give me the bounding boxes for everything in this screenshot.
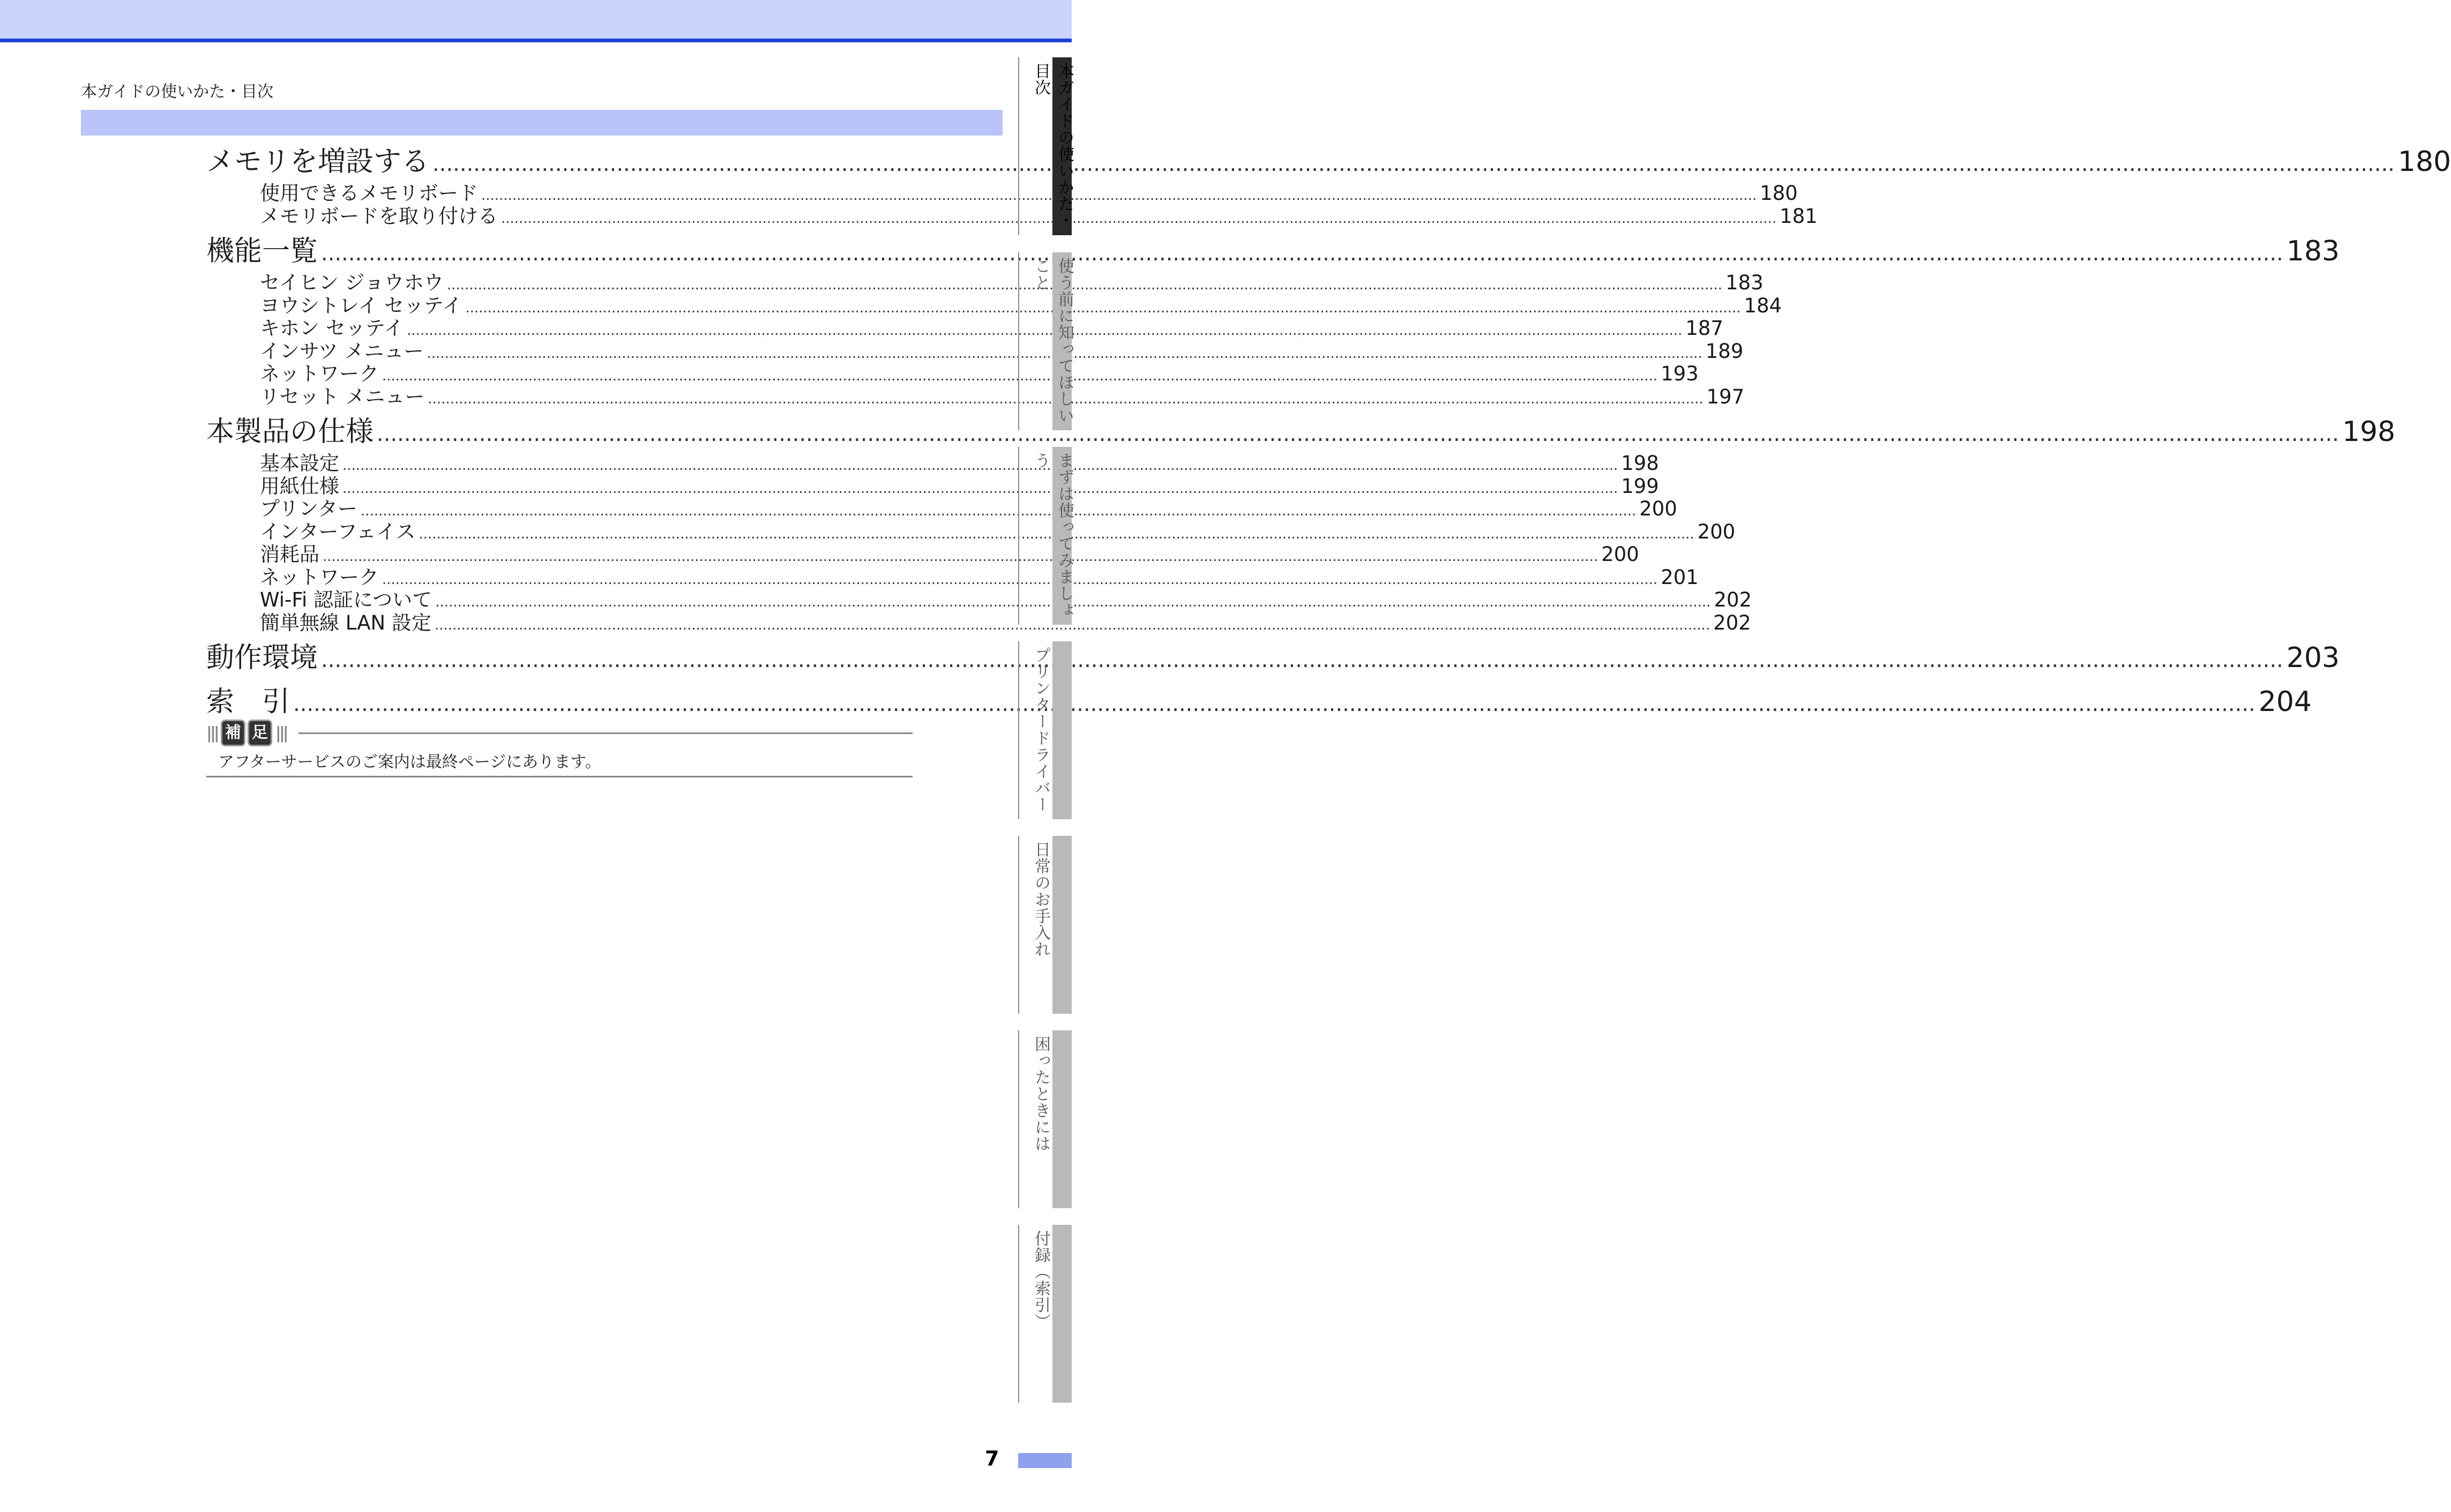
chapter-tab-label: 困ったときには bbox=[1032, 1036, 1050, 1152]
toc-chapter-entry[interactable] bbox=[206, 411, 2396, 452]
toc-section-entry[interactable] bbox=[206, 204, 1818, 228]
toc-section-entry[interactable] bbox=[206, 497, 1677, 521]
toc-entry-title: インターフェイス bbox=[260, 520, 416, 543]
toc-page-number: 184 bbox=[1744, 294, 1782, 317]
note-badge-char: 補 bbox=[221, 720, 245, 746]
chapter-tab[interactable] bbox=[1018, 1225, 1072, 1403]
chapter-tab[interactable] bbox=[1018, 641, 1072, 819]
toc-page-number: 203 bbox=[2286, 642, 2340, 674]
chapter-tab-label: 日常のお手入れ bbox=[1032, 841, 1050, 957]
note-wave-left-icon: ||| bbox=[206, 723, 218, 743]
toc-entry-title: ヨウシトレイ セッテイ bbox=[260, 294, 462, 317]
toc-entry-title: 機能一覧 bbox=[206, 235, 318, 267]
toc-page-number: 200 bbox=[1697, 520, 1736, 543]
chapter-tab-edge bbox=[1052, 1225, 1072, 1403]
toc-section-entry[interactable] bbox=[206, 588, 1752, 612]
chapter-tab[interactable] bbox=[1018, 1030, 1072, 1208]
toc-page-number: 187 bbox=[1685, 317, 1724, 340]
toc-entry-title: 消耗品 bbox=[260, 543, 319, 566]
page-number-bar bbox=[1018, 1453, 1072, 1468]
chapter-tab-label: 使う前に知ってほしいこと bbox=[1032, 258, 1074, 424]
note-text: アフターサービスのご案内は最終ページにあります。 bbox=[218, 753, 601, 772]
toc-entry-title: 本製品の仕様 bbox=[206, 416, 374, 448]
toc-entry-title: メモリボードを取り付ける bbox=[260, 204, 498, 228]
toc-leader-dots bbox=[481, 184, 1757, 207]
toc-section-entry[interactable] bbox=[206, 474, 1659, 498]
chapter-tab-edge bbox=[1052, 641, 1072, 819]
toc-page-number: 181 bbox=[1780, 204, 1818, 228]
chapter-tab[interactable] bbox=[1018, 836, 1072, 1014]
chapter-tab-label: プリンタードライバー bbox=[1032, 647, 1050, 813]
toc-section-entry[interactable] bbox=[206, 182, 1798, 205]
chapter-tab-edge bbox=[1052, 1030, 1072, 1208]
breadcrumb: 本ガイドの使いかた・目次 bbox=[81, 83, 274, 101]
toc-entry-title: メモリを増設する bbox=[206, 146, 430, 178]
chapter-tab-label: 本ガイドの使いかた・目次 bbox=[1032, 63, 1074, 229]
toc-section-entry[interactable] bbox=[206, 271, 1763, 295]
chapter-tab-label: 付録（索引） bbox=[1032, 1230, 1050, 1330]
toc-chapter-entry[interactable] bbox=[206, 141, 2451, 182]
toc-entry-title: 簡単無線 LAN 設定 bbox=[260, 611, 431, 634]
toc-page-number: 200 bbox=[1601, 543, 1639, 566]
toc-page-number: 180 bbox=[2397, 146, 2451, 178]
note-header bbox=[206, 717, 913, 749]
toc-section-entry[interactable] bbox=[206, 339, 1744, 363]
supplement-note bbox=[206, 717, 913, 777]
toc-page-number: 202 bbox=[1714, 588, 1752, 611]
toc-page-number: 204 bbox=[2258, 686, 2312, 718]
toc-entry-title: 使用できるメモリボード bbox=[260, 182, 478, 205]
toc-entry-title: リセット メニュー bbox=[260, 385, 425, 408]
toc-page-number: 201 bbox=[1661, 565, 1699, 589]
toc-entry-title: インサツ メニュー bbox=[260, 339, 424, 363]
toc-page-number: 183 bbox=[1725, 271, 1763, 294]
toc-entry-title: Wi-Fi 認証について bbox=[260, 588, 432, 611]
toc-section-entry[interactable] bbox=[206, 452, 1659, 475]
toc-leader-dots bbox=[465, 297, 1740, 320]
page-number: 7 bbox=[985, 1447, 999, 1470]
toc-page-number: 189 bbox=[1705, 339, 1744, 363]
toc-section-entry[interactable] bbox=[206, 565, 1699, 589]
toc-chapter-entry[interactable] bbox=[206, 638, 2340, 678]
toc-section-entry[interactable] bbox=[206, 543, 1639, 566]
toc-chapter-entry[interactable] bbox=[206, 682, 2312, 722]
toc-entry-title: キホン セッテイ bbox=[260, 317, 404, 340]
note-bottom-rule bbox=[206, 776, 913, 777]
toc-page-number: 183 bbox=[2286, 235, 2340, 267]
note-wave-right-icon: ||| bbox=[275, 723, 287, 743]
toc-leader-dots bbox=[321, 233, 2283, 274]
toc-leader-dots bbox=[321, 640, 2283, 680]
note-divider bbox=[298, 732, 913, 734]
toc-entry-title: 動作環境 bbox=[206, 642, 318, 674]
toc-page-number: 180 bbox=[1760, 182, 1798, 205]
toc-section-entry[interactable] bbox=[206, 294, 1782, 318]
toc-page-number: 202 bbox=[1713, 611, 1751, 634]
toc-section-entry[interactable] bbox=[206, 362, 1699, 386]
toc-entry-title: セイヒン ジョウホウ bbox=[260, 271, 444, 294]
toc-chapter-entry[interactable] bbox=[206, 231, 2340, 272]
toc-entry-title: プリンター bbox=[260, 497, 358, 520]
toc-section-entry[interactable] bbox=[206, 520, 1736, 544]
toc-section-entry[interactable] bbox=[206, 611, 1751, 635]
toc-page-number: 200 bbox=[1639, 497, 1677, 520]
toc-page-number: 197 bbox=[1706, 385, 1745, 408]
toc-entry-title: 索 引 bbox=[206, 686, 290, 718]
toc-page-number: 198 bbox=[2342, 416, 2396, 448]
chapter-tab-label: まずは使ってみましょう bbox=[1032, 452, 1074, 618]
toc-leader-dots bbox=[342, 454, 1618, 477]
toc-leader-dots bbox=[501, 207, 1776, 230]
toc-page-number: 193 bbox=[1661, 362, 1699, 385]
toc-leader-dots bbox=[361, 500, 1636, 523]
toc-page-number: 199 bbox=[1621, 474, 1659, 498]
toc-leader-dots bbox=[342, 477, 1618, 500]
toc-leader-dots bbox=[377, 414, 2339, 454]
header-band bbox=[0, 0, 1072, 39]
chapter-tab[interactable] bbox=[1018, 252, 1072, 430]
header-rule bbox=[0, 39, 1072, 42]
section-title-bar bbox=[81, 110, 1003, 136]
toc-section-entry[interactable] bbox=[206, 385, 1745, 409]
note-badge-icon bbox=[221, 720, 272, 746]
toc-entry-title: 用紙仕様 bbox=[260, 474, 339, 498]
toc-entry-title: ネットワーク bbox=[260, 565, 379, 589]
note-badge-char: 足 bbox=[248, 720, 272, 746]
toc-section-entry[interactable] bbox=[206, 317, 1724, 340]
toc-leader-dots bbox=[323, 545, 1598, 568]
toc-entry-title: 基本設定 bbox=[260, 452, 339, 475]
toc-leader-dots bbox=[432, 144, 2395, 184]
chapter-tab[interactable] bbox=[1018, 57, 1072, 235]
toc-leader-dots bbox=[447, 274, 1722, 297]
chapter-tab[interactable] bbox=[1018, 447, 1072, 625]
chapter-tab-edge bbox=[1052, 836, 1072, 1014]
toc-entry-title: ネットワーク bbox=[260, 362, 379, 385]
toc-page-number: 198 bbox=[1621, 452, 1659, 475]
